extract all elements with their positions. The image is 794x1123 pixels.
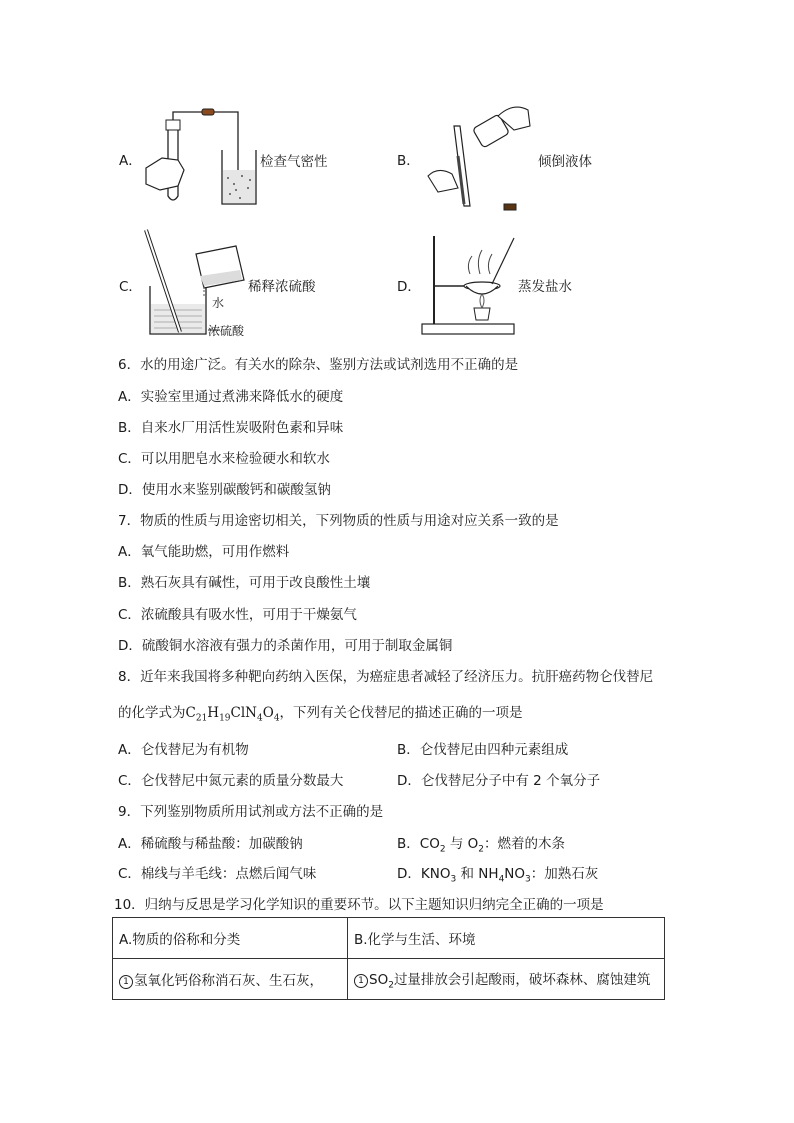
- q9-option-c: C．棉线与羊毛线：点燃后闻气味: [118, 866, 317, 882]
- table-cell-a1: 1 氢氧化钙俗称消石灰、生石灰，: [113, 959, 348, 1000]
- table-header-a: A.物质的俗称和分类: [113, 918, 348, 959]
- q7-stem: 7．物质的性质与用途密切相关，下列物质的性质与用途对应关系一致的是: [118, 513, 559, 529]
- q9-option-a: A．稀硫酸与稀盐酸：加碳酸钠: [118, 836, 303, 852]
- option-b-caption: 倾倒液体: [538, 154, 592, 170]
- concentrated-acid-label: 浓硫酸: [208, 324, 245, 338]
- table-header-b: B.化学与生活、环境: [348, 918, 665, 959]
- circled-number-icon: 1: [119, 975, 133, 989]
- option-a-letter: A．: [119, 153, 142, 169]
- option-c-caption: 稀释浓硫酸: [248, 279, 316, 295]
- q8-option-a: A．仑伐替尼为有机物: [118, 742, 249, 758]
- q8-formula: $C_{21}H_{19}ClN_4O_4$: [185, 705, 280, 724]
- table-cell-b1: 1 $SO_2$过量排放会引起酸雨，破坏森林、腐蚀建筑: [348, 959, 665, 1000]
- q9-stem: 9．下列鉴别物质所用试剂或方法不正确的是: [118, 804, 384, 820]
- water-label: 水: [212, 296, 225, 310]
- q7-option-b: B．熟石灰具有碱性，可用于改良酸性土壤: [118, 575, 371, 591]
- q9-option-b: B．$CO_2$ 与 $O_2$：燃着的木条: [397, 836, 566, 855]
- airtightness-check-illustration: [138, 108, 258, 208]
- q7-option-d: D．硫酸铜水溶液有强力的杀菌作用，可用于制取金属铜: [118, 638, 453, 654]
- q8-option-d: D．仑伐替尼分子中有 2 个氧分子: [397, 773, 601, 789]
- q8-stem-line1: 8．近年来我国将多种靶向药纳入医保，为癌症患者减轻了经济压力。抗肝癌药物仑伐替尼: [118, 669, 654, 685]
- option-c-letter: C．: [119, 279, 142, 295]
- q9-option-d: D．$KNO_3$ 和 $NH_4NO_3$：加熟石灰: [397, 866, 599, 885]
- option-b-letter: B．: [397, 153, 420, 169]
- q10-summary-table: [112, 917, 665, 1000]
- q7-option-a: A．氧气能助燃，可用作燃料: [118, 544, 290, 560]
- option-d-letter: D．: [397, 279, 421, 295]
- option-a-caption: 检查气密性: [260, 154, 328, 170]
- q10-stem: 10．归纳与反思是学习化学知识的重要环节。以下主题知识归纳完全正确的一项是: [114, 897, 604, 913]
- circled-number-icon: 1: [354, 974, 368, 988]
- q7-option-c: C．浓硫酸具有吸水性，可用于干燥氨气: [118, 607, 357, 623]
- q6-option-c: C．可以用肥皂水来检验硬水和软水: [118, 451, 330, 467]
- q8-option-c: C．仑伐替尼中氮元素的质量分数最大: [118, 773, 344, 789]
- q6-stem: 6．水的用途广泛。有关水的除杂、鉴别方法或试剂选用不正确的是: [118, 357, 519, 373]
- q6-option-d: D．使用水来鉴别碳酸钙和碳酸氢钠: [118, 482, 331, 498]
- pouring-liquid-illustration: [418, 96, 538, 214]
- option-d-caption: 蒸发盐水: [518, 279, 572, 295]
- q6-option-b: B．自来水厂用活性炭吸附色素和异味: [118, 420, 344, 436]
- q8-option-b: B．仑伐替尼由四种元素组成: [397, 742, 569, 758]
- evaporate-salt-water-illustration: [418, 230, 518, 336]
- q8-stem-line2: 的化学式为$C_{21}H_{19}ClN_4O_4$，下列有关仑伐替尼的描述正确的一项是: [118, 705, 523, 724]
- q6-option-a: A．实验室里通过煮沸来降低水的硬度: [118, 389, 344, 405]
